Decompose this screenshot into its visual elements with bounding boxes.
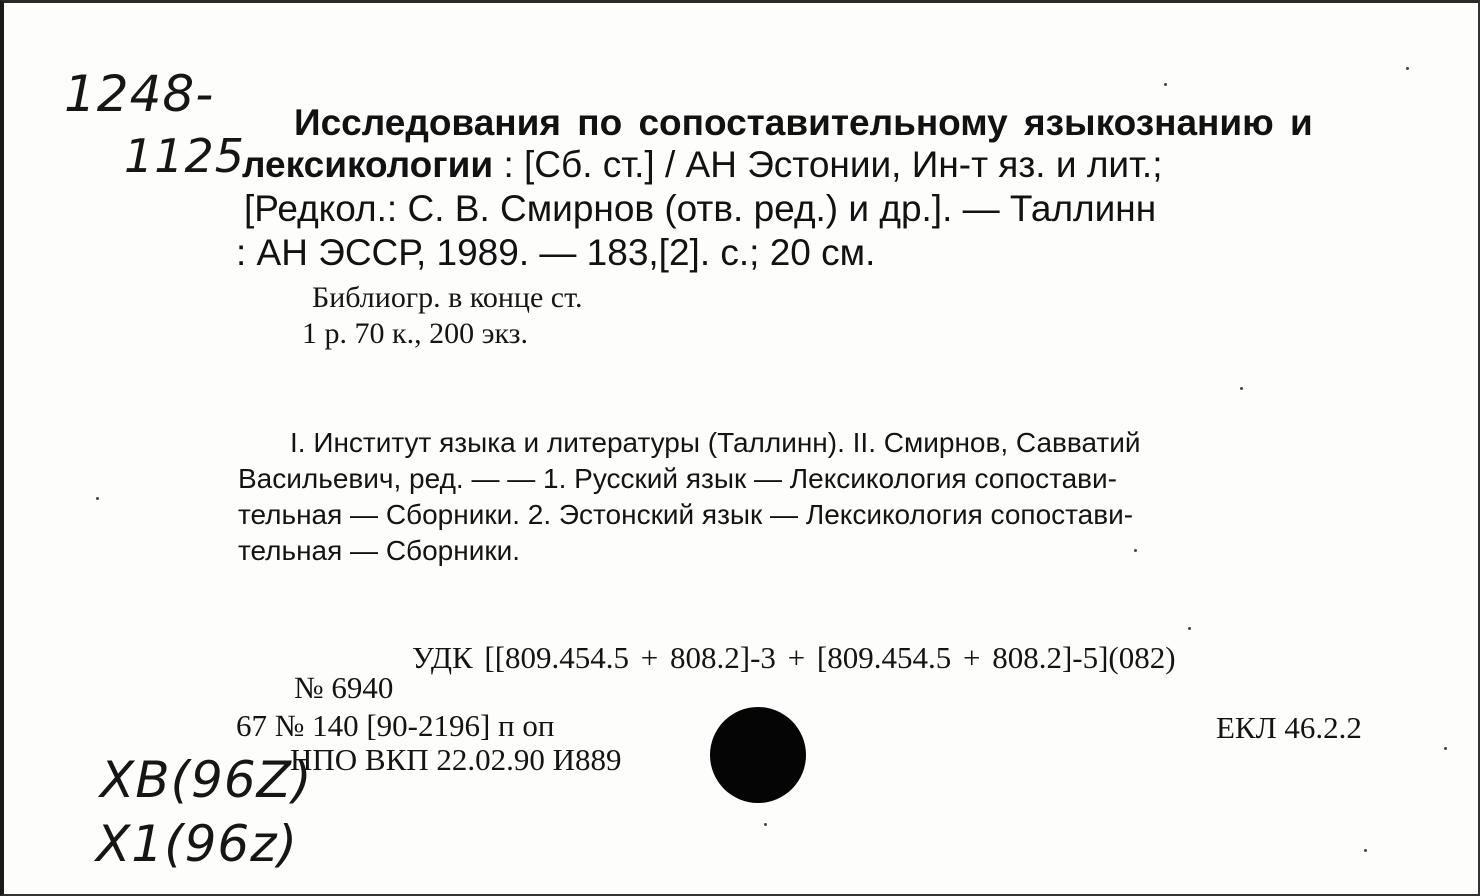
scan-speck [1364, 849, 1367, 852]
handwritten-shelf-mark-1: XB(96Z) [100, 751, 313, 809]
subjects-line-4: тельная — Сборники. [238, 535, 521, 566]
note-price: 1 р. 70 к., 200 экз. [302, 317, 528, 350]
handwritten-shelf-mark-2: X1(96z) [96, 815, 298, 873]
record-number: № 6940 [294, 670, 394, 705]
scan-speck [1240, 387, 1243, 390]
scan-speck [764, 823, 767, 826]
entry-responsibility: : [Сб. ст.] / АН Эстонии, Ин-т яз. и лит.; [493, 144, 1163, 185]
ekl-code: ЕКЛ 46.2.2 [1216, 710, 1362, 745]
order-number: 67 № 140 [90-2196] п оп [236, 708, 555, 743]
entry-line-4: : АН ЭССР, 1989. — 183,[2]. с.; 20 см. [236, 232, 876, 273]
scan-speck [1406, 67, 1409, 70]
handwritten-call-number-top: 1248- [64, 65, 215, 123]
note-bibliography: Библиогр. в конце ст. [312, 281, 583, 314]
entry-line-2 [242, 143, 1162, 187]
npo-line: НПО ВКП 22.02.90 И889 [290, 742, 622, 777]
entry-title-end: лексикологии [242, 144, 494, 185]
scan-speck [96, 497, 99, 500]
scan-speck [1164, 83, 1167, 86]
punch-hole [710, 707, 806, 803]
scan-speck [1134, 549, 1137, 552]
scan-speck [1444, 747, 1447, 750]
subjects-line-2: Васильевич, ред. — — 1. Русский язык — Лексикология сопостави- [238, 463, 1118, 494]
subjects-line-1: I. Институт языка и литературы (Таллинн). II. Смирнов, Савватий [290, 427, 1141, 458]
udk-code: УДК [[809.454.5 + 808.2]-3 + [809.454.5 + 808.2]-5](082) [412, 640, 1176, 675]
scan-speck [1188, 627, 1191, 630]
entry-line-3: [Редкол.: С. В. Смирнов (отв. ред.) и др.]. — Таллинн [244, 188, 1157, 229]
handwritten-call-number-bottom: 1125 [124, 129, 246, 183]
subjects-line-3: тельная — Сборники. 2. Эстонский язык — Лексикология сопостави- [238, 499, 1134, 530]
entry-title: Исследования по сопоставительному языкознанию и [294, 102, 1313, 143]
